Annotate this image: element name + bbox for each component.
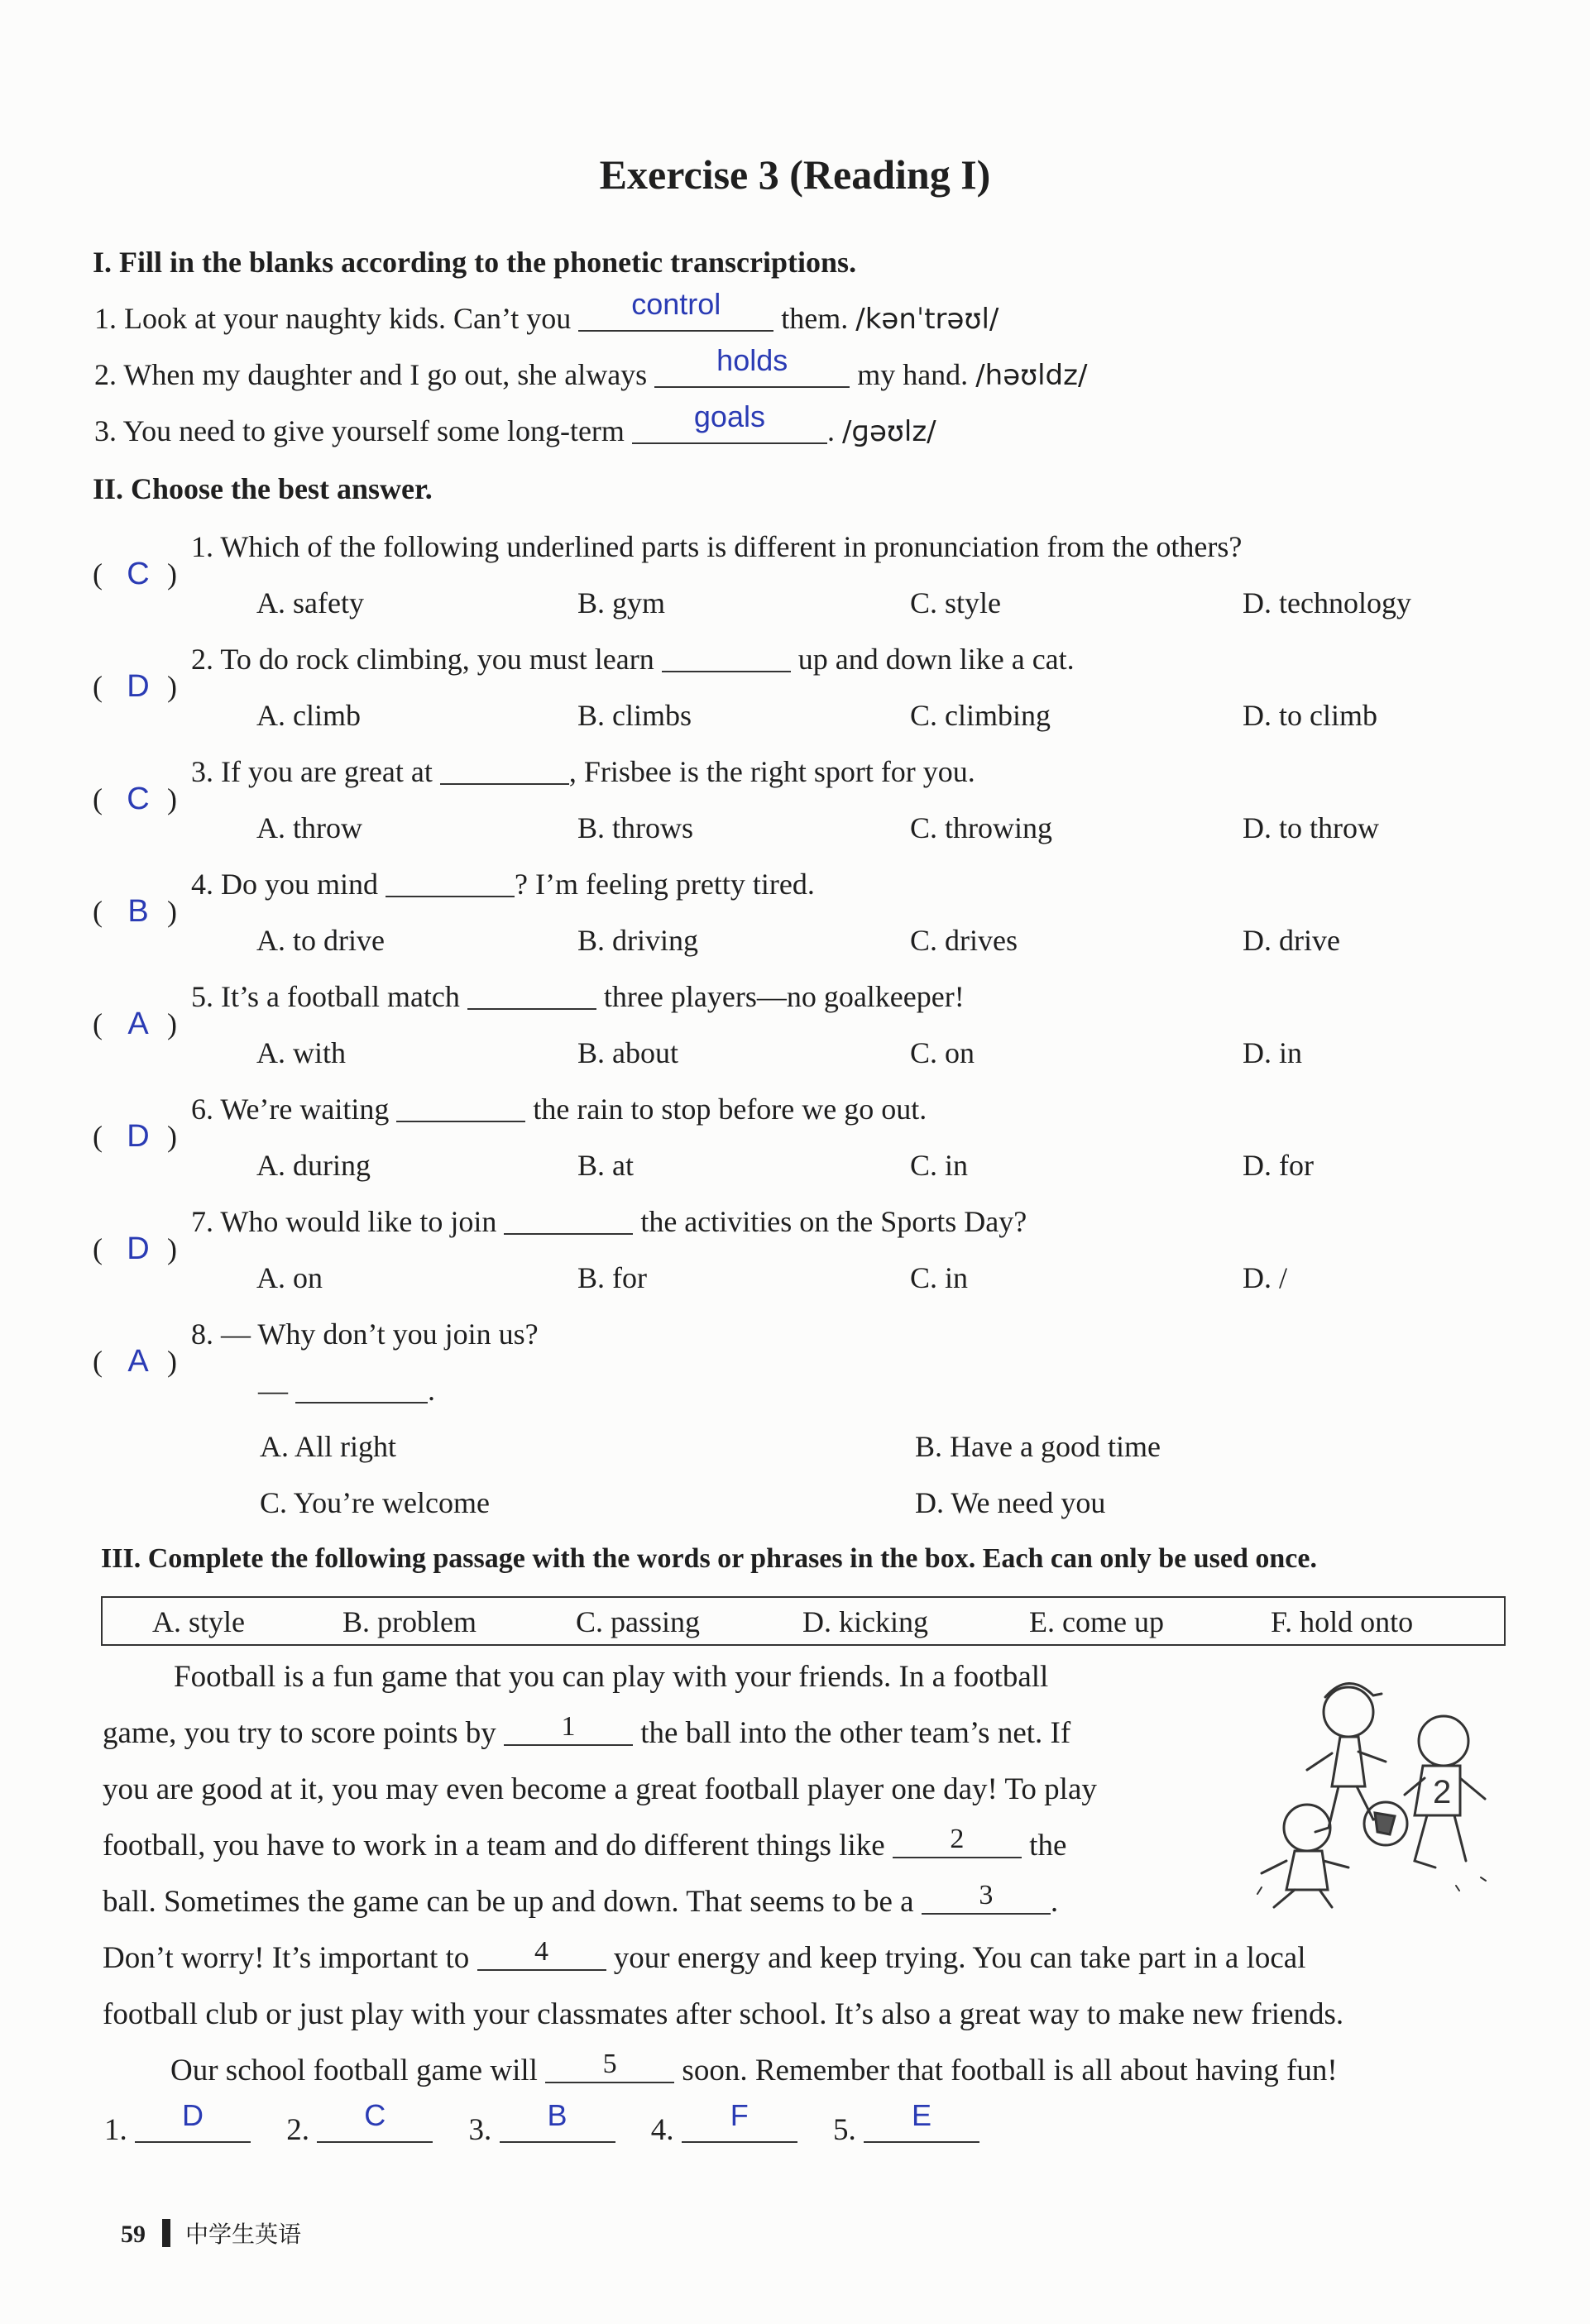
q6-option-d[interactable]: D. for xyxy=(1243,1149,1314,1182)
passage-blank-2[interactable]: 2 xyxy=(893,1829,1022,1858)
answer-blank-4[interactable]: F xyxy=(682,2113,797,2143)
q8-reply-line: — . xyxy=(258,1374,435,1407)
fill-item-1: 1. Look at your naughty kids. Can’t you control them. /kənˈtrəʊl/ xyxy=(94,287,999,336)
q2-option-c[interactable]: C. climbing xyxy=(910,699,1051,732)
q5-blank[interactable] xyxy=(467,980,596,1010)
passage-blank-5[interactable]: 5 xyxy=(545,2054,674,2083)
question-3: ( C ) 3. If you are great at , Frisbee is the right sport for you. xyxy=(93,755,975,816)
svg-text:2: 2 xyxy=(1433,1774,1452,1810)
q1-option-a[interactable]: A. safety xyxy=(256,586,364,619)
passage-line-8: Our school football game will 5 soon. Remember that football is all about having fun! xyxy=(170,2049,1338,2087)
q6-option-b[interactable]: B. at xyxy=(577,1149,634,1182)
q7-option-b[interactable]: B. for xyxy=(577,1261,647,1294)
book-title: 中学生英语 xyxy=(185,2221,302,2248)
word-box-e: E. come up xyxy=(1029,1605,1164,1638)
q8-option-d[interactable]: D. We need you xyxy=(915,1486,1106,1519)
q2-option-d[interactable]: D. to climb xyxy=(1243,699,1377,732)
q8-option-a[interactable]: A. All right xyxy=(260,1430,397,1463)
word-box-b: B. problem xyxy=(342,1605,477,1638)
q3-option-d[interactable]: D. to throw xyxy=(1243,811,1379,844)
q6-option-c[interactable]: C. in xyxy=(910,1149,969,1182)
kid-head-3 xyxy=(1284,1805,1330,1851)
answer-blank-5[interactable]: E xyxy=(864,2113,979,2143)
passage-line-1: Football is a fun game that you can play with your friends. In a football xyxy=(174,1660,1049,1694)
question-5: ( A ) 5. It’s a football match three players—no goalkeeper! xyxy=(93,980,965,1041)
q1-option-d[interactable]: D. technology xyxy=(1243,586,1411,619)
section-3-heading: III. Complete the following passage with the words or phrases in the box. Each can only be used once. xyxy=(101,1543,1317,1574)
word-box-f: F. hold onto xyxy=(1271,1605,1414,1638)
q2-blank[interactable] xyxy=(662,643,791,672)
q2-option-a[interactable]: A. climb xyxy=(256,699,361,732)
q7-option-a[interactable]: A. on xyxy=(256,1261,323,1294)
q8-blank[interactable] xyxy=(295,1374,428,1403)
passage-line-2: game, you try to score points by 1 the ball into the other team’s net. If xyxy=(103,1711,1071,1750)
q3-option-c[interactable]: C. throwing xyxy=(910,811,1053,844)
question-4: ( B ) 4. Do you mind ? I’m feeling pretty tired. xyxy=(93,868,815,929)
word-box xyxy=(101,1596,1506,1646)
q5-option-a[interactable]: A. with xyxy=(256,1036,346,1069)
answer-blank-1[interactable]: D xyxy=(135,2113,251,2143)
passage-line-4: football, you have to work in a team and do different things like 2 the xyxy=(103,1824,1067,1863)
kid-body-1 xyxy=(1332,1737,1365,1786)
page-number: 59 xyxy=(121,2221,146,2248)
passage-line-6: Don’t worry! It’s important to 4 your energy and keep trying. You can take part in a local xyxy=(103,1936,1306,1975)
q5-option-c[interactable]: C. on xyxy=(910,1036,975,1069)
q4-blank[interactable] xyxy=(386,868,515,897)
q4-option-c[interactable]: C. drives xyxy=(910,924,1018,957)
section-2-heading: II. Choose the best answer. xyxy=(93,472,433,505)
q5-option-d[interactable]: D. in xyxy=(1243,1036,1302,1069)
fill-blank-1[interactable]: control xyxy=(578,302,773,332)
q4-option-b[interactable]: B. driving xyxy=(577,924,699,957)
passage-line-5: ball. Sometimes the game can be up and down. That seems to be a 3 . xyxy=(103,1880,1059,1919)
q7-blank[interactable] xyxy=(504,1205,633,1235)
q6-option-a[interactable]: A. during xyxy=(256,1149,371,1182)
kid-cap xyxy=(1325,1683,1382,1697)
question-8: ( A ) 8. — Why don’t you join us? xyxy=(93,1317,539,1379)
answer-blank-2[interactable]: C xyxy=(317,2113,433,2143)
q7-option-c[interactable]: C. in xyxy=(910,1261,969,1294)
q5-option-b[interactable]: B. about xyxy=(577,1036,678,1069)
q2-option-b[interactable]: B. climbs xyxy=(577,699,692,732)
answer-blank-3[interactable]: B xyxy=(500,2113,615,2143)
kid-head-1 xyxy=(1324,1687,1373,1737)
passage-line-7: football club or just play with your classmates after school. It’s also a great way to make new friends. xyxy=(103,1997,1344,2031)
question-2: ( D ) 2. To do rock climbing, you must learn up and down like a cat. xyxy=(93,643,1075,704)
word-box-a: A. style xyxy=(152,1605,245,1638)
passage-blank-4[interactable]: 4 xyxy=(477,1941,606,1971)
question-7: ( D ) 7. Who would like to join the activities on the Sports Day? xyxy=(93,1205,1027,1266)
q7-option-d[interactable]: D. / xyxy=(1243,1261,1287,1294)
q8-option-b[interactable]: B. Have a good time xyxy=(915,1430,1161,1463)
word-box-c: C. passing xyxy=(576,1605,701,1638)
fill-item-2: 2. When my daughter and I go out, she always holds my hand. /həʊldz/ xyxy=(94,343,1088,392)
q1-option-b[interactable]: B. gym xyxy=(577,586,666,619)
passage-blank-3[interactable]: 3 xyxy=(922,1885,1051,1915)
q3-blank[interactable] xyxy=(440,755,569,785)
answer-row: 1. D 2. C 3. B 4. F 5. E xyxy=(104,2112,979,2148)
q6-blank[interactable] xyxy=(396,1093,525,1122)
footer-divider xyxy=(162,2219,170,2247)
kid-head-2 xyxy=(1419,1716,1468,1766)
word-box-d: D. kicking xyxy=(802,1605,928,1638)
fill-blank-3[interactable]: goals xyxy=(632,414,827,444)
q3-option-b[interactable]: B. throws xyxy=(577,811,694,844)
fill-item-3: 3. You need to give yourself some long-term goals . /ɡəʊlz/ xyxy=(94,399,936,448)
football-kids-illustration xyxy=(1249,1662,1506,1910)
q1-option-c[interactable]: C. style xyxy=(910,586,1002,619)
kid-body-3 xyxy=(1286,1851,1328,1890)
page-footer xyxy=(121,2216,301,2250)
section-1-heading: I. Fill in the blanks according to the phonetic transcriptions. xyxy=(93,246,857,279)
q8-option-c[interactable]: C. You’re welcome xyxy=(260,1486,490,1519)
question-1: ( C ) 1. Which of the following underlined parts is different in pronunciation from the others? xyxy=(93,530,1243,591)
page-title: Exercise 3 (Reading I) xyxy=(599,151,991,198)
q4-option-a[interactable]: A. to drive xyxy=(256,924,385,957)
fill-blank-2[interactable]: holds xyxy=(654,358,850,388)
question-6: ( D ) 6. We’re waiting the rain to stop before we go out. xyxy=(93,1093,927,1154)
passage-line-3: you are good at it, you may even become a great football player one day! To play xyxy=(103,1772,1097,1806)
q4-option-d[interactable]: D. drive xyxy=(1243,924,1340,957)
passage-blank-1[interactable]: 1 xyxy=(504,1716,633,1746)
q3-option-a[interactable]: A. throw xyxy=(256,811,362,844)
